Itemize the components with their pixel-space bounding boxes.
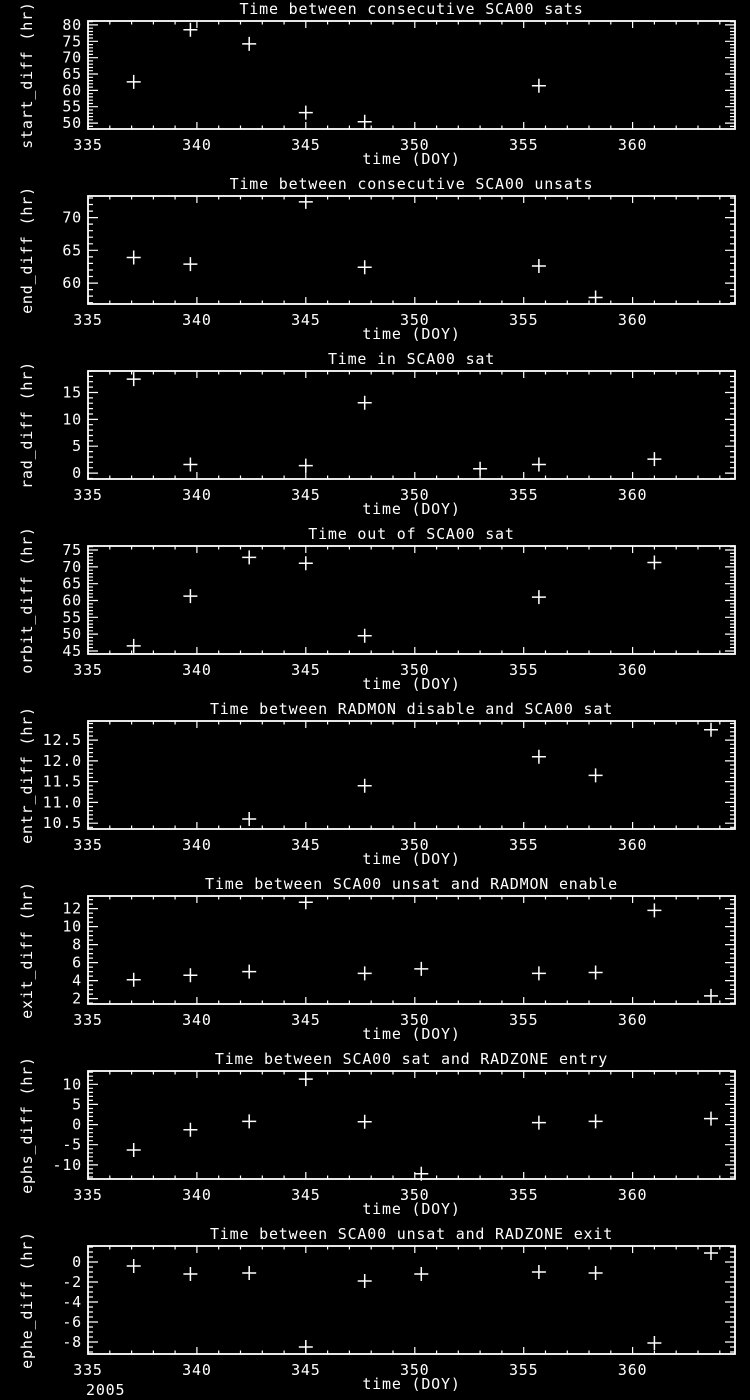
x-tick-label: 345: [291, 311, 321, 329]
x-tick-label: 360: [617, 136, 648, 154]
x-tick-label: 335: [73, 661, 103, 679]
y-tick-label: -10: [52, 1155, 82, 1174]
plot-frame: [88, 1246, 735, 1354]
x-tick-label: 335: [73, 136, 103, 154]
x-tick-label: 335: [73, 486, 103, 504]
x-axis-label: time (DOY): [362, 150, 461, 168]
x-tick-label: 340: [182, 486, 212, 504]
x-tick-label: 355: [508, 1186, 539, 1204]
x-tick-label: 350: [400, 311, 430, 329]
panel-6: [0, 875, 750, 1050]
x-tick-label: 345: [291, 136, 321, 154]
y-tick-label: 55: [62, 97, 82, 116]
x-tick-label: 335: [73, 836, 103, 854]
y-tick-label: 0: [72, 1253, 82, 1271]
y-axis-label: ephe_diff (hr): [18, 1231, 36, 1369]
x-tick-label: 350: [400, 1186, 430, 1204]
plot-area-5: [0, 700, 750, 875]
y-axis-label: ephs_diff (hr): [18, 1056, 36, 1194]
x-tick-label: 345: [291, 486, 321, 504]
y-tick-label: 80: [62, 15, 82, 34]
y-tick-label: 15: [62, 383, 82, 402]
y-axis-label: end_diff (hr): [18, 186, 36, 314]
x-tick-label: 345: [291, 836, 321, 854]
y-tick-label: 65: [62, 241, 82, 260]
axis-ticks: [88, 896, 735, 1004]
x-tick-label: 345: [291, 661, 321, 679]
x-tick-label: 350: [400, 136, 430, 154]
y-axis-label: entr_diff (hr): [18, 706, 36, 844]
y-tick-label: 5: [72, 1095, 82, 1114]
panel-title: Time between SCA00 sat and RADZONE entry: [214, 1050, 609, 1068]
y-axis-label: rad_diff (hr): [18, 361, 36, 489]
x-tick-label: 350: [400, 661, 430, 679]
panel-title: Time between SCA00 unsat and RADZONE exit: [209, 1225, 614, 1243]
x-tick-label: 355: [508, 1011, 539, 1029]
x-tick-label: 350: [400, 1011, 430, 1029]
y-tick-label: 60: [62, 274, 82, 293]
x-tick-label: 360: [617, 311, 648, 329]
x-tick-label: 350: [400, 1361, 430, 1379]
y-tick-label: 12.0: [42, 751, 82, 770]
plot-frame: [88, 896, 735, 1004]
y-tick-label: 10: [62, 1075, 82, 1094]
data-points: [127, 550, 662, 653]
panel-5: [0, 700, 750, 875]
y-axis-label: start_diff (hr): [18, 1, 36, 149]
y-tick-label: 12: [62, 899, 82, 918]
y-tick-label: 50: [62, 114, 82, 133]
x-tick-label: 355: [508, 136, 539, 154]
y-tick-label: 4: [72, 971, 82, 990]
year-label: 2005: [86, 1381, 126, 1399]
panel-3: [0, 350, 750, 525]
panel-title: Time between consecutive SCA00 unsats: [229, 175, 594, 193]
x-tick-label: 340: [182, 1186, 212, 1204]
x-tick-label: 335: [73, 1011, 103, 1029]
axis-ticks: [88, 21, 735, 129]
y-tick-label: 6: [72, 953, 82, 972]
y-tick-label: -6: [62, 1313, 82, 1331]
x-tick-label: 345: [291, 1011, 321, 1029]
axis-ticks: [88, 546, 735, 654]
plot-area-1: [0, 0, 750, 175]
x-tick-label: 345: [291, 1186, 321, 1204]
y-tick-label: 0: [72, 464, 82, 483]
y-tick-label: -8: [62, 1333, 82, 1351]
data-points: [127, 895, 718, 1003]
x-tick-label: 355: [508, 486, 539, 504]
panel-title: Time out of SCA00 sat: [308, 525, 515, 543]
x-tick-label: 355: [508, 661, 539, 679]
x-tick-label: 360: [617, 1361, 648, 1379]
axis-ticks: [88, 721, 735, 829]
y-tick-label: 75: [62, 32, 82, 51]
y-tick-label: -4: [62, 1293, 82, 1311]
plot-area-3: [0, 350, 750, 525]
panel-7: [0, 1050, 750, 1225]
axis-ticks: [88, 1246, 735, 1354]
y-tick-label: -2: [62, 1273, 82, 1291]
y-tick-label: 50: [62, 625, 82, 644]
panel-1: [0, 0, 750, 175]
x-tick-label: 360: [617, 486, 648, 504]
x-axis-label: time (DOY): [362, 1200, 461, 1218]
x-tick-label: 360: [617, 836, 648, 854]
axis-ticks: [88, 371, 735, 479]
data-points: [242, 723, 718, 826]
y-tick-label: 8: [72, 935, 82, 954]
panel-2: [0, 175, 750, 350]
x-tick-label: 340: [182, 311, 212, 329]
y-tick-label: 60: [62, 81, 82, 100]
x-tick-label: 350: [400, 836, 430, 854]
y-tick-label: 10: [62, 410, 82, 429]
x-tick-label: 340: [182, 836, 212, 854]
plot-frame: [88, 721, 735, 829]
plot-area-2: [0, 175, 750, 350]
x-tick-label: 360: [617, 661, 648, 679]
x-tick-label: 360: [617, 1011, 648, 1029]
y-tick-label: 70: [62, 557, 82, 576]
y-tick-label: 10: [62, 917, 82, 936]
x-tick-label: 335: [73, 311, 103, 329]
x-axis-label: time (DOY): [362, 1375, 461, 1393]
x-axis-label: time (DOY): [362, 850, 461, 868]
y-tick-label: 11.5: [42, 772, 82, 791]
x-axis-label: time (DOY): [362, 500, 461, 518]
panel-title: Time in SCA00 sat: [327, 350, 496, 368]
x-tick-label: 355: [508, 311, 539, 329]
axis-ticks: [88, 1071, 735, 1179]
y-tick-label: 55: [62, 608, 82, 627]
y-tick-label: 75: [62, 541, 82, 560]
x-tick-label: 340: [182, 1361, 212, 1379]
plot-frame: [88, 21, 735, 129]
y-axis-label: orbit_diff (hr): [18, 526, 36, 674]
x-tick-label: 340: [182, 1011, 212, 1029]
y-tick-label: 12.5: [42, 731, 82, 750]
x-tick-label: 345: [291, 1361, 321, 1379]
y-tick-label: 60: [62, 591, 82, 610]
y-tick-label: 70: [62, 208, 82, 227]
x-tick-label: 335: [73, 1361, 103, 1379]
x-tick-label: 340: [182, 661, 212, 679]
plot-frame: [88, 546, 735, 654]
y-tick-label: 10.5: [42, 814, 82, 833]
x-axis-label: time (DOY): [362, 325, 461, 343]
plot-frame: [88, 1071, 735, 1179]
y-tick-label: -5: [62, 1135, 82, 1154]
x-tick-label: 350: [400, 486, 430, 504]
plot-area-4: [0, 525, 750, 700]
y-tick-label: 65: [62, 574, 82, 593]
data-points: [127, 372, 662, 476]
y-tick-label: 65: [62, 65, 82, 84]
panel-title: Time between consecutive SCA00 sats: [239, 0, 584, 18]
x-tick-label: 355: [508, 1361, 539, 1379]
plot-frame: [88, 371, 735, 479]
data-points: [127, 1072, 718, 1181]
data-points: [127, 1246, 718, 1354]
plot-frame: [88, 196, 735, 304]
x-tick-label: 335: [73, 1186, 103, 1204]
panel-title: Time between SCA00 unsat and RADMON enable: [205, 875, 618, 893]
x-axis-label: time (DOY): [362, 1025, 461, 1043]
y-tick-label: 70: [62, 48, 82, 67]
x-axis-label: time (DOY): [362, 675, 461, 693]
x-tick-label: 355: [508, 836, 539, 854]
plot-area-8: [0, 1225, 750, 1400]
data-points: [127, 23, 546, 129]
panel-8: [0, 1225, 750, 1400]
y-axis-label: exit_diff (hr): [18, 881, 36, 1019]
data-points: [127, 195, 603, 305]
y-tick-label: 45: [62, 641, 82, 660]
x-tick-label: 340: [182, 136, 212, 154]
y-tick-label: 5: [72, 437, 82, 456]
x-tick-label: 360: [617, 1186, 648, 1204]
plot-area-7: [0, 1050, 750, 1225]
panel-title: Time between RADMON disable and SCA00 sat: [209, 700, 614, 718]
y-tick-label: 2: [72, 989, 82, 1008]
plot-area-6: [0, 875, 750, 1050]
axis-ticks: [88, 196, 735, 304]
panel-4: [0, 525, 750, 700]
y-tick-label: 11.0: [42, 793, 82, 812]
y-tick-label: 0: [72, 1115, 82, 1134]
